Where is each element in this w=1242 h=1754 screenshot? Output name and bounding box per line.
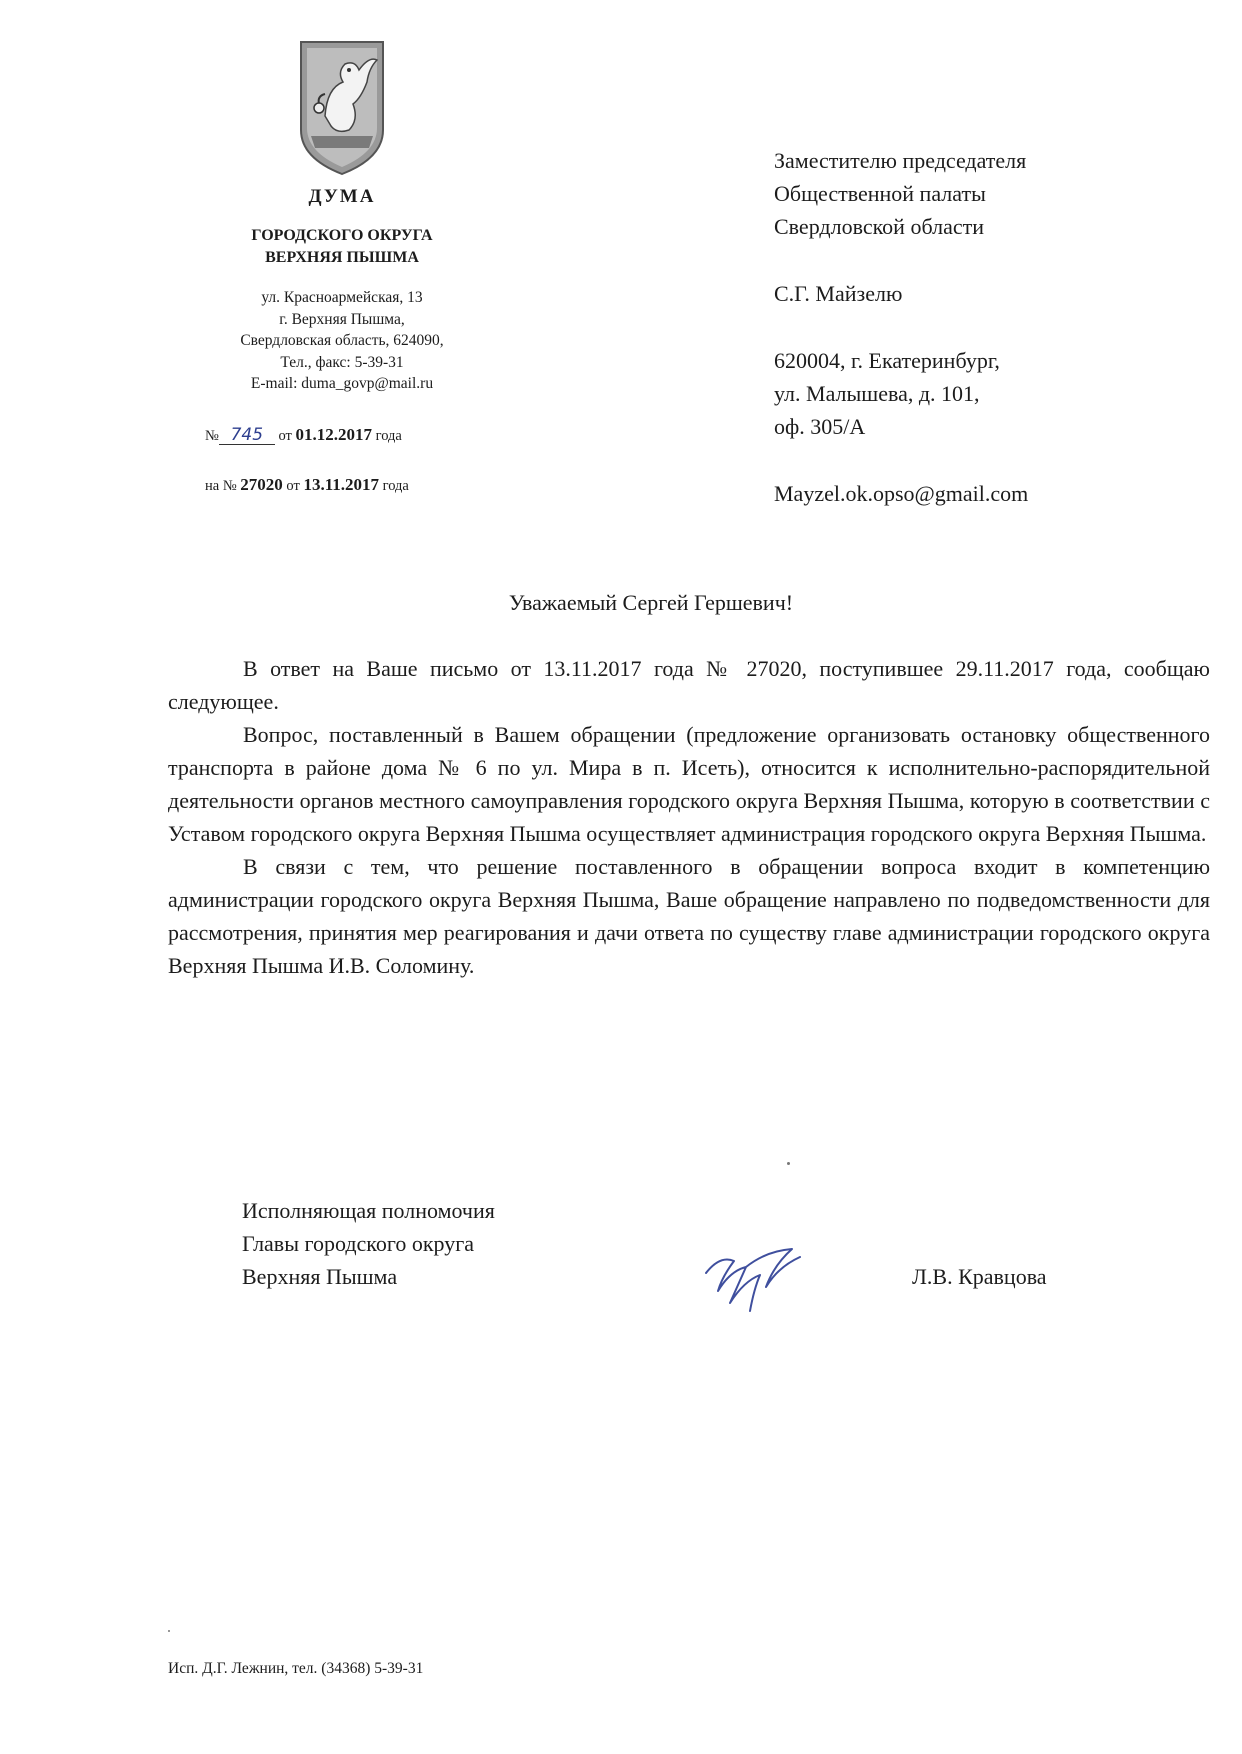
ref-from: от <box>286 478 300 494</box>
ref-number: 27020 <box>240 475 283 494</box>
salutation: Уважаемый Сергей Гершевич! <box>508 590 794 615</box>
email-line: E-mail: duma_govp@mail.ru <box>250 375 434 392</box>
handwritten-reg-number: 745 <box>219 426 275 445</box>
recipient-line: Свердловской области <box>774 214 984 239</box>
scan-speck <box>168 1630 170 1632</box>
recipient-line: Заместителю председателя <box>774 148 1027 173</box>
ref-prefix: на № <box>205 478 237 494</box>
postal-line: 620004, г. Екатеринбург, <box>774 348 1000 373</box>
organization-subtitle-line: ГОРОДСКОГО ОКРУГА <box>251 227 433 244</box>
recipient-name: С.Г. Майзелю <box>774 281 903 306</box>
address-line: Свердловская область, 624090, <box>240 332 444 349</box>
reg-from: от <box>278 428 292 444</box>
position-line: Главы городского округа <box>242 1231 475 1256</box>
letter-body <box>168 652 1210 982</box>
reg-prefix: № <box>205 428 219 444</box>
recipient-line: Общественной палаты <box>774 181 986 206</box>
position-line: Исполняющая полномочия <box>242 1198 495 1223</box>
position-line: Верхняя Пышма <box>242 1264 398 1289</box>
reg-date: 01.12.2017 <box>295 425 372 444</box>
coat-of-arms-emblem <box>297 38 387 178</box>
postal-line: оф. 305/А <box>774 414 866 439</box>
organization-subtitle <box>186 225 498 269</box>
body-paragraph: В связи с тем, что решение поставленного в обращении вопроса входит в компетенцию администрации городского округа Верхняя Пышма, Ваше обращение направлено по подведомственности для рассмотрения, принятия мер реагирования и дачи ответа по существу главе администрации городского округа Верхняя Пышма И.В. Соломину. <box>168 854 1210 978</box>
organization-subtitle-line: ВЕРХНЯЯ ПЫШМА <box>265 249 419 266</box>
body-paragraph: В ответ на Ваше письмо от 13.11.2017 года № 27020, поступившее 29.11.2017 года, сообщаю следующее. <box>168 656 1210 714</box>
reg-suffix: года <box>375 428 402 444</box>
postal-line: ул. Малышева, д. 101, <box>774 381 980 406</box>
executor-note: Исп. Д.Г. Лежнин, тел. (34368) 5-39-31 <box>168 1660 424 1677</box>
organization-title: ДУМА <box>308 186 376 207</box>
signatory-name: Л.В. Кравцова <box>912 1264 1047 1289</box>
outgoing-registration <box>205 425 402 445</box>
incoming-reference <box>205 475 409 495</box>
recipient-postal-address <box>774 344 1000 443</box>
recipient-position <box>774 144 1026 243</box>
recipient-email: Mayzel.ok.opso@gmail.com <box>774 481 1029 506</box>
address-line: ул. Красноармейская, 13 <box>261 289 423 306</box>
body-paragraph: Вопрос, поставленный в Вашем обращении (предложение организовать остановку общественного транспорта в районе дома № 6 по ул. Мира в п. Исеть), относится к исполнительно-распорядительной деятельности органов местного самоуправления городского округа Верхняя Пышма, которую в соответствии с Уставом городского округа Верхняя Пышма осуществляет администрация городского округа Верхняя Пышма. <box>168 722 1210 846</box>
phone-line: Тел., факс: 5-39-31 <box>280 353 404 371</box>
address-line: г. Верхняя Пышма, <box>279 310 405 328</box>
ref-date: 13.11.2017 <box>303 475 379 494</box>
organization-address <box>186 287 498 395</box>
handwritten-signature <box>700 1237 810 1317</box>
signatory-position <box>242 1194 495 1293</box>
scan-speck <box>787 1162 790 1165</box>
ref-suffix: года <box>382 478 409 494</box>
